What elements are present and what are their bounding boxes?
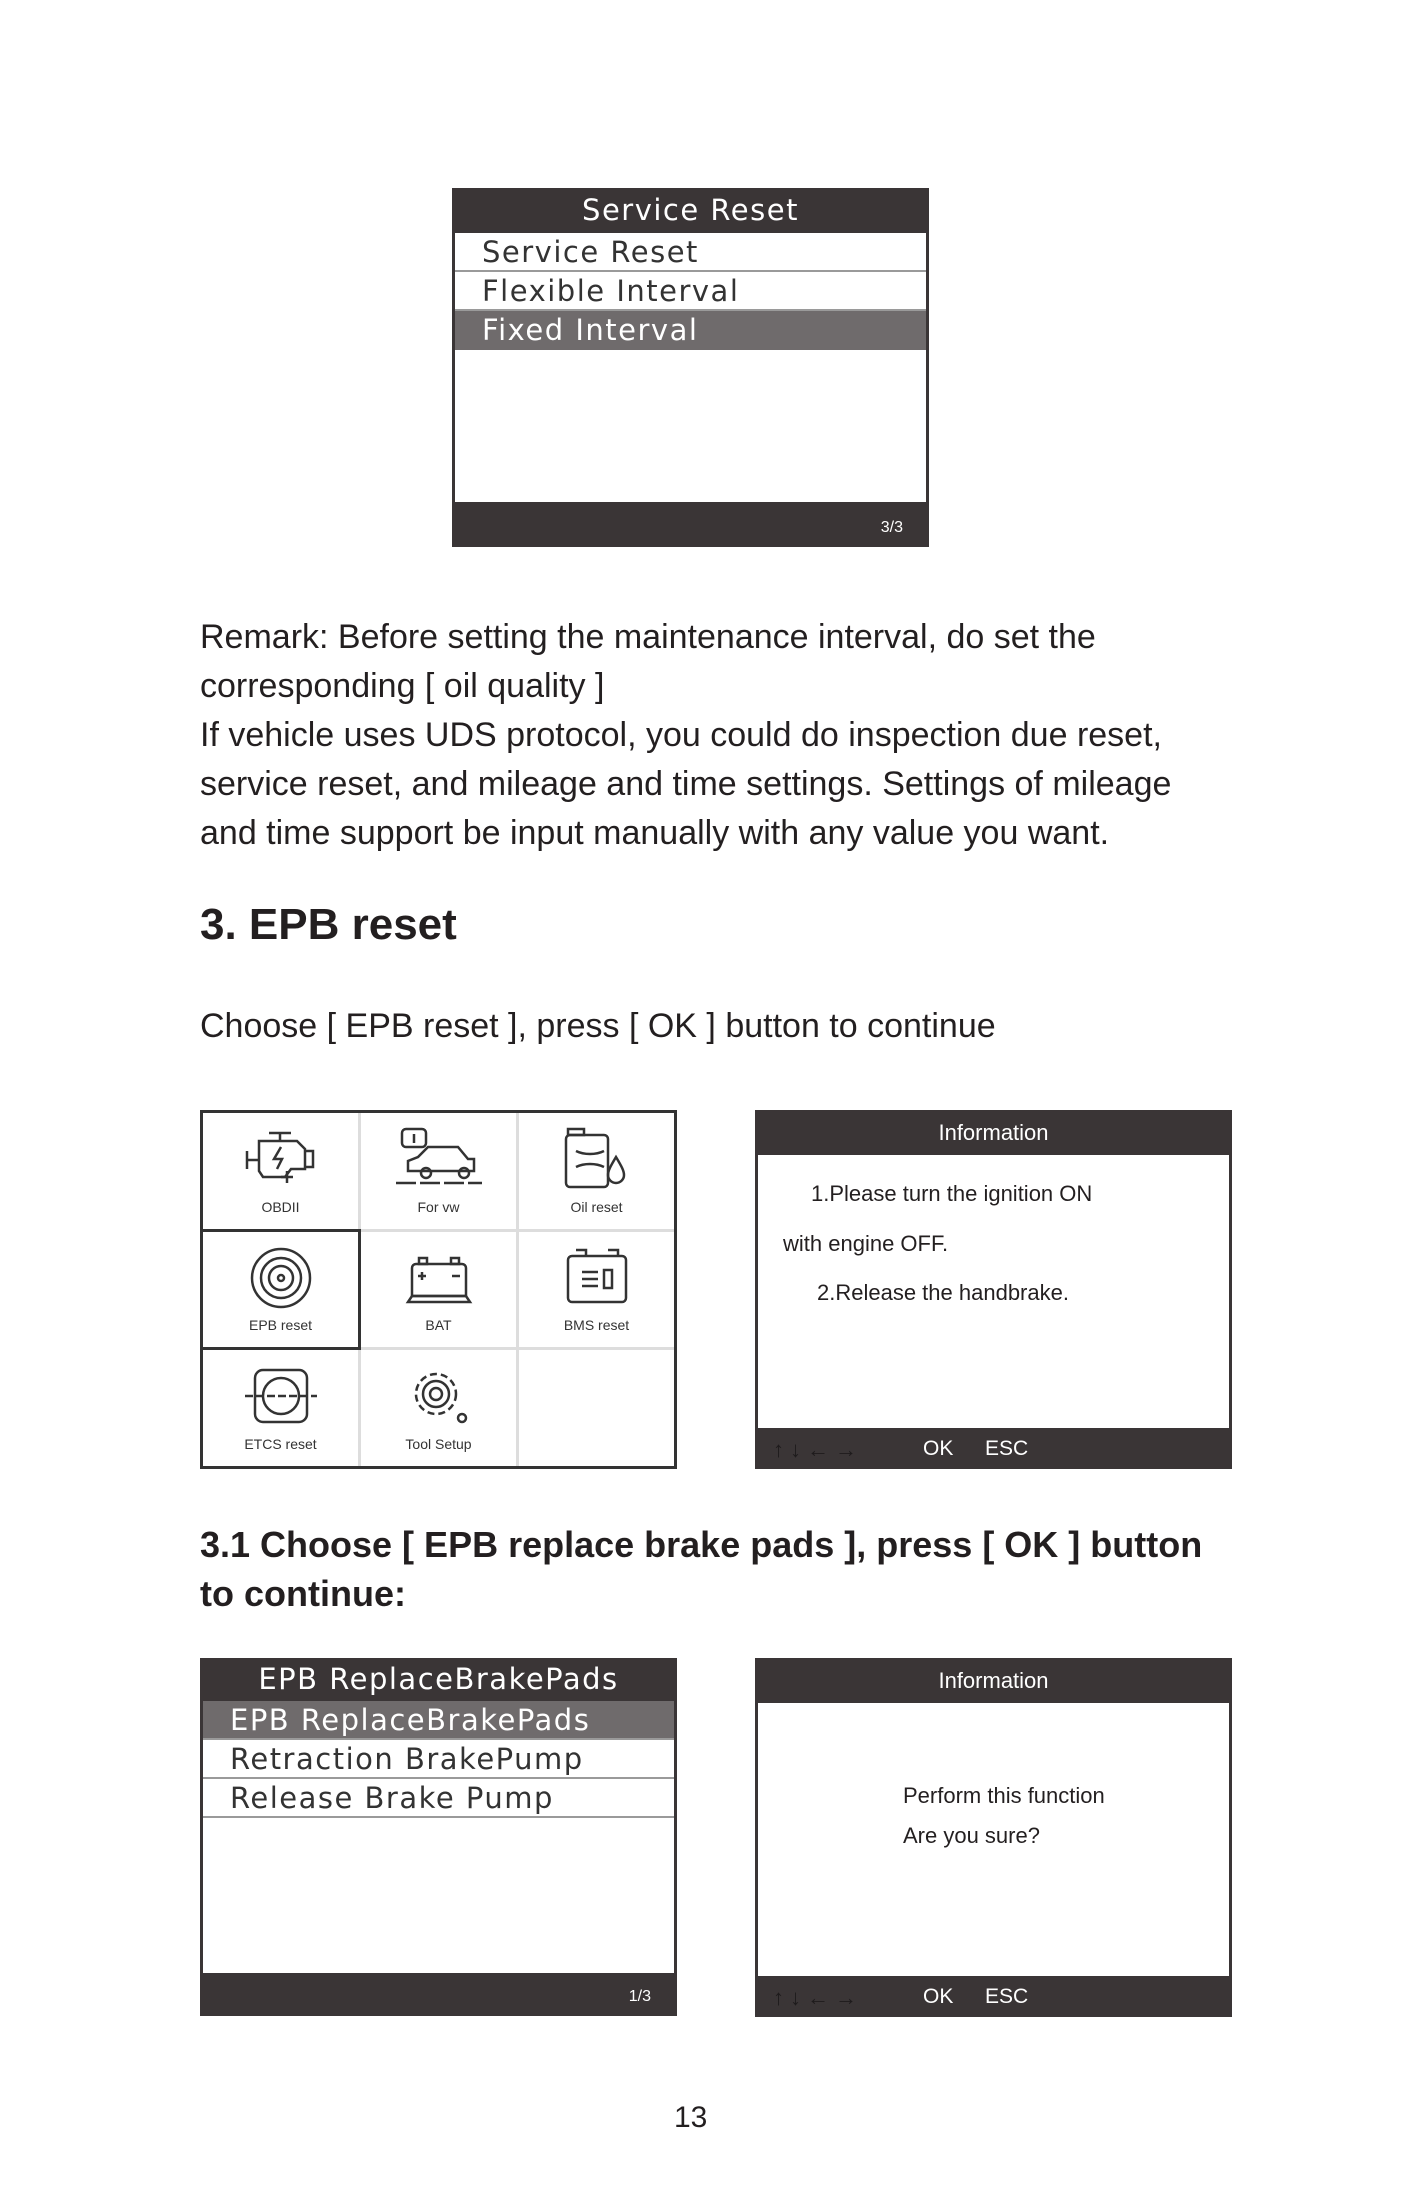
tile-label: BAT <box>425 1317 452 1334</box>
tile-label: OBDII <box>261 1198 300 1215</box>
esc-button[interactable]: ESC <box>985 1985 1029 2008</box>
dialog-title: Information <box>938 1668 1049 1693</box>
brake-disc-icon <box>246 1246 316 1310</box>
section-heading: 3. EPB reset <box>200 900 457 949</box>
esc-button[interactable]: ESC <box>985 1437 1029 1460</box>
menu-item-service-reset[interactable]: Service Reset <box>455 233 926 272</box>
info-line: Perform this function <box>903 1783 1105 1808</box>
menu-tile-bat[interactable] <box>361 1232 516 1348</box>
car-info-icon <box>394 1127 484 1191</box>
menu-tile-tool-setup[interactable] <box>361 1350 516 1466</box>
info-line: 2.Release the handbrake. <box>817 1280 1069 1305</box>
tile-label: Oil reset <box>570 1198 623 1215</box>
ok-button[interactable]: OK <box>923 1985 954 2008</box>
menu-tile-for-vw[interactable] <box>361 1113 516 1229</box>
page-indicator: 1/3 <box>628 1988 651 2005</box>
tile-label: EPB reset <box>248 1317 313 1334</box>
info-line: Are you sure? <box>903 1823 1040 1848</box>
ok-button[interactable]: OK <box>923 1437 954 1460</box>
gear-icon <box>404 1364 474 1428</box>
service-reset-screen <box>452 188 929 547</box>
information-dialog <box>755 1110 1232 1469</box>
engine-icon <box>241 1127 321 1187</box>
info-line: with engine OFF. <box>783 1231 949 1256</box>
heading-line: to continue: <box>200 1573 406 1614</box>
bms-chip-icon <box>562 1246 632 1310</box>
subsection-heading <box>200 1520 1202 1618</box>
dialog-title: Information <box>938 1120 1049 1145</box>
menu-item-retraction-brake-pump[interactable]: Retraction BrakePump <box>203 1740 674 1779</box>
info-line: 1.Please turn the ignition ON <box>811 1181 1093 1206</box>
tile-label: ETCS reset <box>244 1435 317 1452</box>
menu-item-epb-replace-brake-pads[interactable]: EPB ReplaceBrakePads <box>203 1701 674 1740</box>
section-instruction: Choose [ EPB reset ], press [ OK ] button to continue <box>200 1007 996 1045</box>
menu-tile-etcs-reset[interactable] <box>203 1350 358 1466</box>
menu-tile-bms-reset[interactable] <box>519 1232 674 1348</box>
menu-tile-oil-reset[interactable] <box>519 1113 674 1229</box>
remark-line: and time support be input manually with any value you want. <box>200 814 1110 852</box>
remark-line: corresponding [ oil quality ] <box>200 667 605 705</box>
page-indicator: 3/3 <box>880 519 903 536</box>
menu-tile-obdii[interactable] <box>203 1113 358 1229</box>
tile-label: BMS reset <box>563 1317 630 1334</box>
confirm-dialog <box>755 1658 1232 2017</box>
battery-icon <box>404 1246 474 1310</box>
navigation-arrows-icon: ↑↓←→ <box>773 1437 863 1462</box>
epb-menu-screen <box>200 1658 677 2016</box>
screen-title: Service Reset <box>582 193 799 227</box>
remark-line: service reset, and mileage and time settings. Settings of mileage <box>200 765 1172 803</box>
menu-item-fixed-interval[interactable]: Fixed Interval <box>455 311 926 350</box>
oil-can-icon <box>562 1127 632 1191</box>
menu-item-release-brake-pump[interactable]: Release Brake Pump <box>203 1779 674 1818</box>
menu-tile-epb-reset[interactable] <box>203 1232 358 1348</box>
tile-label: Tool Setup <box>405 1435 472 1452</box>
screen-title: EPB ReplaceBrakePads <box>258 1662 619 1696</box>
navigation-arrows-icon: ↑↓←→ <box>773 1985 863 2010</box>
empty-tile <box>519 1350 674 1466</box>
page-number: 13 <box>674 2101 708 2134</box>
throttle-icon <box>241 1364 321 1428</box>
remark-text <box>200 613 1300 858</box>
remark-line: If vehicle uses UDS protocol, you could do inspection due reset, <box>200 716 1162 754</box>
main-menu-grid <box>200 1110 677 1469</box>
menu-item-flexible-interval[interactable]: Flexible Interval <box>455 272 926 311</box>
tile-label: For vw <box>417 1198 460 1215</box>
remark-line: Remark: Before setting the maintenance interval, do set the <box>200 618 1096 656</box>
heading-line: 3.1 Choose [ EPB replace brake pads ], press [ OK ] button <box>200 1524 1203 1565</box>
